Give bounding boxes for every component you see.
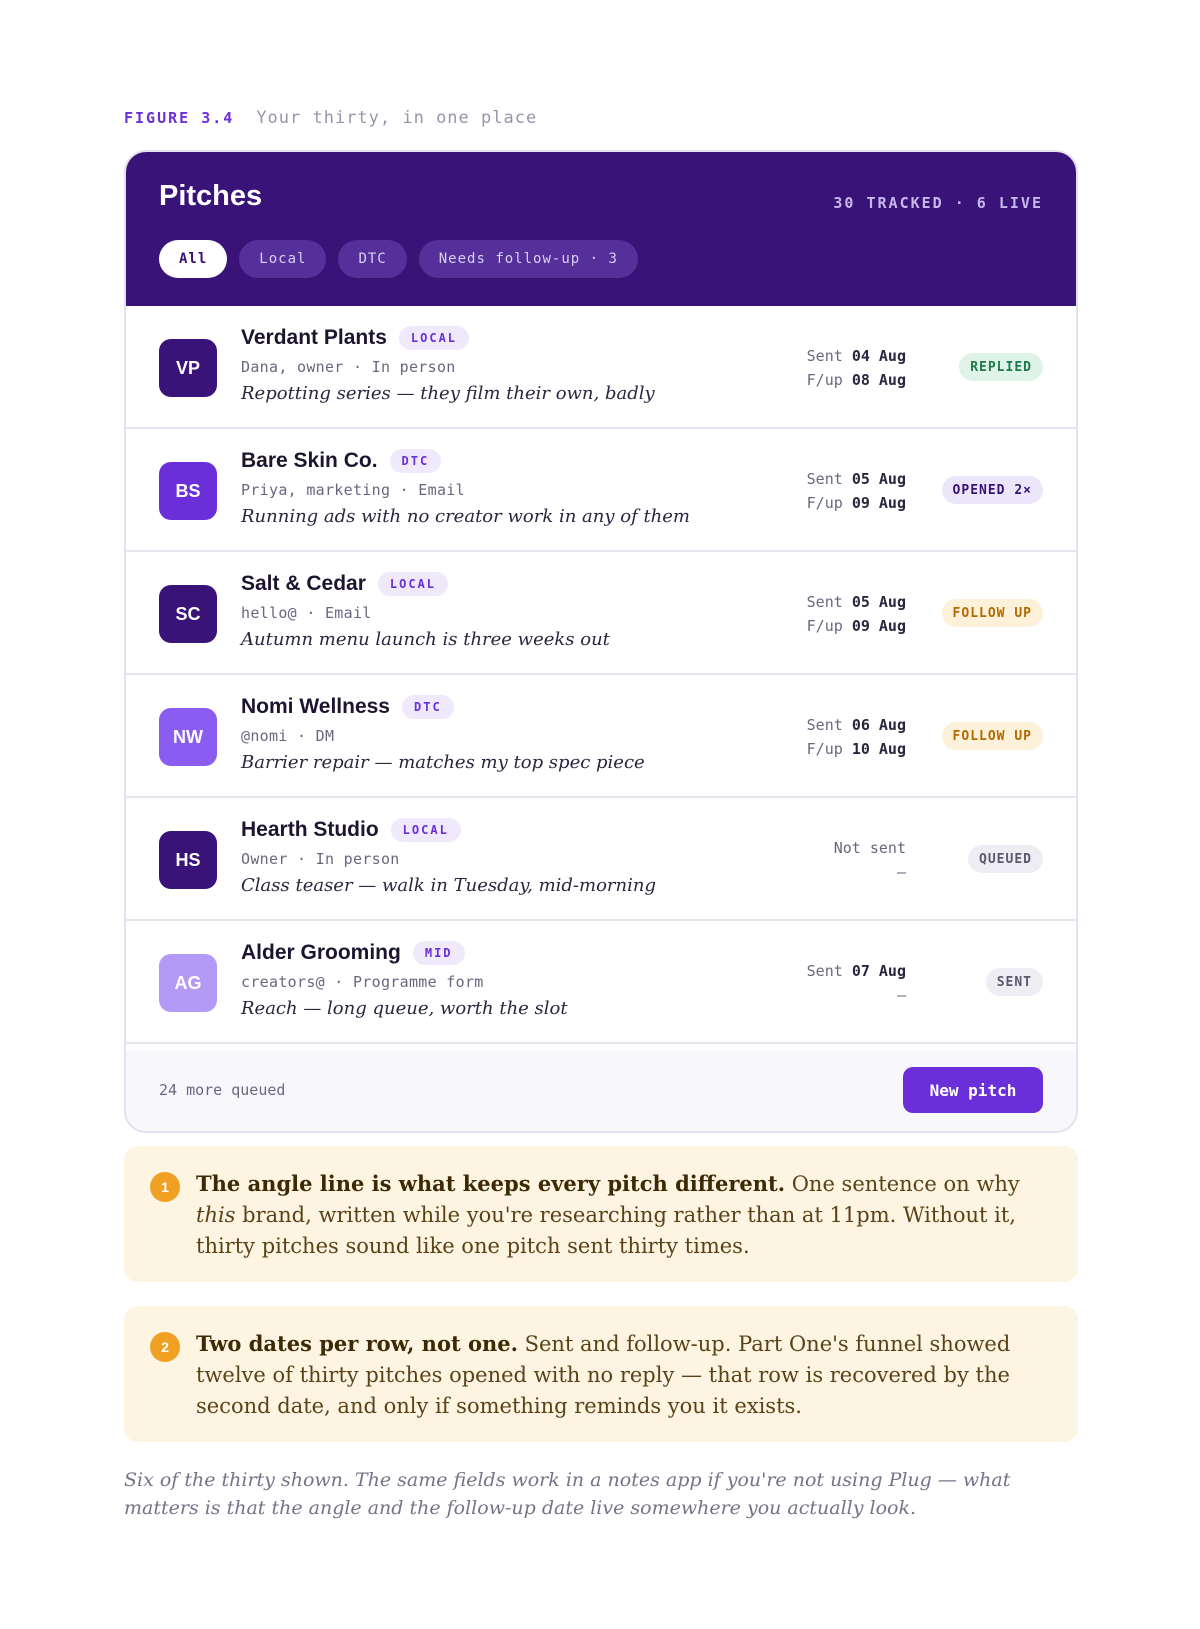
- callout-note: [124, 1306, 1078, 1442]
- angle-line: Reach — long queue, worth the slot: [241, 998, 568, 1019]
- pitch-row[interactable]: [126, 306, 1076, 429]
- followup-label: F/up: [806, 740, 843, 758]
- dates: [834, 836, 906, 884]
- brand-name: Alder Grooming: [241, 941, 401, 964]
- followup-date: 09 Aug: [851, 617, 906, 635]
- category-tag: MID: [413, 941, 465, 965]
- followup-label: F/up: [806, 617, 843, 635]
- pitch-row[interactable]: [126, 429, 1076, 552]
- followup-date: 09 Aug: [851, 494, 906, 512]
- sent-label: Not sent: [833, 839, 906, 857]
- filter-needs-follow-up[interactable]: Needs follow-up · 3: [419, 240, 638, 278]
- callout-note: [124, 1146, 1078, 1282]
- category-tag: LOCAL: [378, 572, 448, 596]
- brand-name: Hearth Studio: [241, 818, 379, 841]
- contact-line: hello@ · Email: [241, 604, 372, 622]
- filter-local[interactable]: Local: [239, 240, 326, 278]
- sent-date: 04 Aug: [851, 347, 906, 365]
- status-badge: REPLIED: [959, 353, 1043, 381]
- brand-name: Nomi Wellness: [241, 695, 390, 718]
- brand-name: Verdant Plants: [241, 326, 387, 349]
- sent-date: 06 Aug: [851, 716, 906, 734]
- sent-date: 05 Aug: [851, 470, 906, 488]
- angle-line: Running ads with no creator work in any of them: [241, 506, 690, 527]
- pitch-list: [126, 306, 1076, 1044]
- dates: [807, 959, 906, 1007]
- card-header: [126, 152, 1076, 306]
- brand-name: Salt & Cedar: [241, 572, 366, 595]
- figure-title: Your thirty, in one place: [256, 108, 538, 128]
- callout-text: [196, 1168, 1038, 1262]
- followup-label: F/up: [806, 371, 843, 389]
- avatar: SC: [159, 585, 217, 643]
- callout-number: 1: [150, 1172, 180, 1202]
- dates: [807, 344, 906, 392]
- callout-lead: The angle line is what keeps every pitch different.: [196, 1171, 786, 1196]
- avatar: HS: [159, 831, 217, 889]
- angle-line: Autumn menu launch is three weeks out: [241, 629, 610, 650]
- figure-number: FIGURE 3.4: [124, 109, 235, 127]
- avatar: NW: [159, 708, 217, 766]
- status-badge: FOLLOW UP: [942, 599, 1043, 627]
- card-footer: [126, 1051, 1076, 1131]
- queued-count: 24 more queued: [159, 1081, 286, 1099]
- angle-line: Barrier repair — matches my top spec piece: [241, 752, 645, 773]
- contact-line: Priya, marketing · Email: [241, 481, 465, 499]
- sent-date: 07 Aug: [851, 962, 906, 980]
- new-pitch-button[interactable]: New pitch: [903, 1067, 1043, 1113]
- callout-emphasis: this: [196, 1203, 236, 1227]
- callout-body: brand, written while you're researching rather than at 11pm. Without it, thirty pitches sound like one pitch sent thirty times.: [196, 1203, 1016, 1258]
- status-badge: OPENED 2×: [942, 476, 1043, 504]
- followup-label: F/up: [806, 494, 843, 512]
- avatar: VP: [159, 339, 217, 397]
- callout-text: [196, 1328, 1038, 1422]
- avatar: AG: [159, 954, 217, 1012]
- pitch-row[interactable]: [126, 675, 1076, 798]
- filter-all[interactable]: All: [159, 240, 227, 278]
- figure-header: [124, 108, 537, 128]
- sent-label: Sent: [806, 593, 843, 611]
- callout-body: One sentence on why: [785, 1172, 1020, 1196]
- contact-line: @nomi · DM: [241, 727, 335, 745]
- sent-label: Sent: [806, 716, 843, 734]
- contact-line: Owner · In person: [241, 850, 400, 868]
- brand-name: Bare Skin Co.: [241, 449, 378, 472]
- filter-bar: [159, 240, 638, 278]
- followup-label: —: [896, 986, 906, 1004]
- callout-body: Sent and follow-up. Part One's funnel showed twelve of thirty pitches opened with no reply — that row is recovered by the second date, and only if something reminds you it exists.: [196, 1332, 1011, 1418]
- callout-lead: Two dates per row, not one.: [196, 1331, 518, 1356]
- contact-line: creators@ · Programme form: [241, 973, 484, 991]
- sent-label: Sent: [806, 470, 843, 488]
- sent-date: 05 Aug: [851, 593, 906, 611]
- angle-line: Class teaser — walk in Tuesday, mid-morning: [241, 875, 656, 896]
- figure-caption: Six of the thirty shown. The same fields work in a notes app if you're not using Plug — what matters is that the angle and the follow-up date live somewhere you actually look.: [124, 1469, 1011, 1519]
- dates: [807, 467, 906, 515]
- pitch-row[interactable]: [126, 921, 1076, 1044]
- pitch-row[interactable]: [126, 552, 1076, 675]
- dates: [807, 713, 906, 761]
- followup-date: 08 Aug: [851, 371, 906, 389]
- avatar: BS: [159, 462, 217, 520]
- angle-line: Repotting series — they film their own, badly: [241, 383, 655, 404]
- status-badge: FOLLOW UP: [942, 722, 1043, 750]
- category-tag: LOCAL: [391, 818, 461, 842]
- filter-dtc[interactable]: DTC: [338, 240, 406, 278]
- sent-label: Sent: [806, 962, 843, 980]
- page-title: Pitches: [159, 180, 263, 212]
- pitches-card: [124, 150, 1078, 1133]
- pitch-row[interactable]: [126, 798, 1076, 921]
- status-badge: QUEUED: [968, 845, 1043, 873]
- category-tag: DTC: [402, 695, 454, 719]
- followup-date: 10 Aug: [851, 740, 906, 758]
- category-tag: DTC: [390, 449, 442, 473]
- tracked-count: 30 TRACKED · 6 LIVE: [833, 194, 1043, 212]
- status-badge: SENT: [986, 968, 1043, 996]
- followup-label: —: [896, 863, 906, 881]
- callout-number: 2: [150, 1332, 180, 1362]
- category-tag: LOCAL: [399, 326, 469, 350]
- sent-label: Sent: [806, 347, 843, 365]
- contact-line: Dana, owner · In person: [241, 358, 456, 376]
- dates: [807, 590, 906, 638]
